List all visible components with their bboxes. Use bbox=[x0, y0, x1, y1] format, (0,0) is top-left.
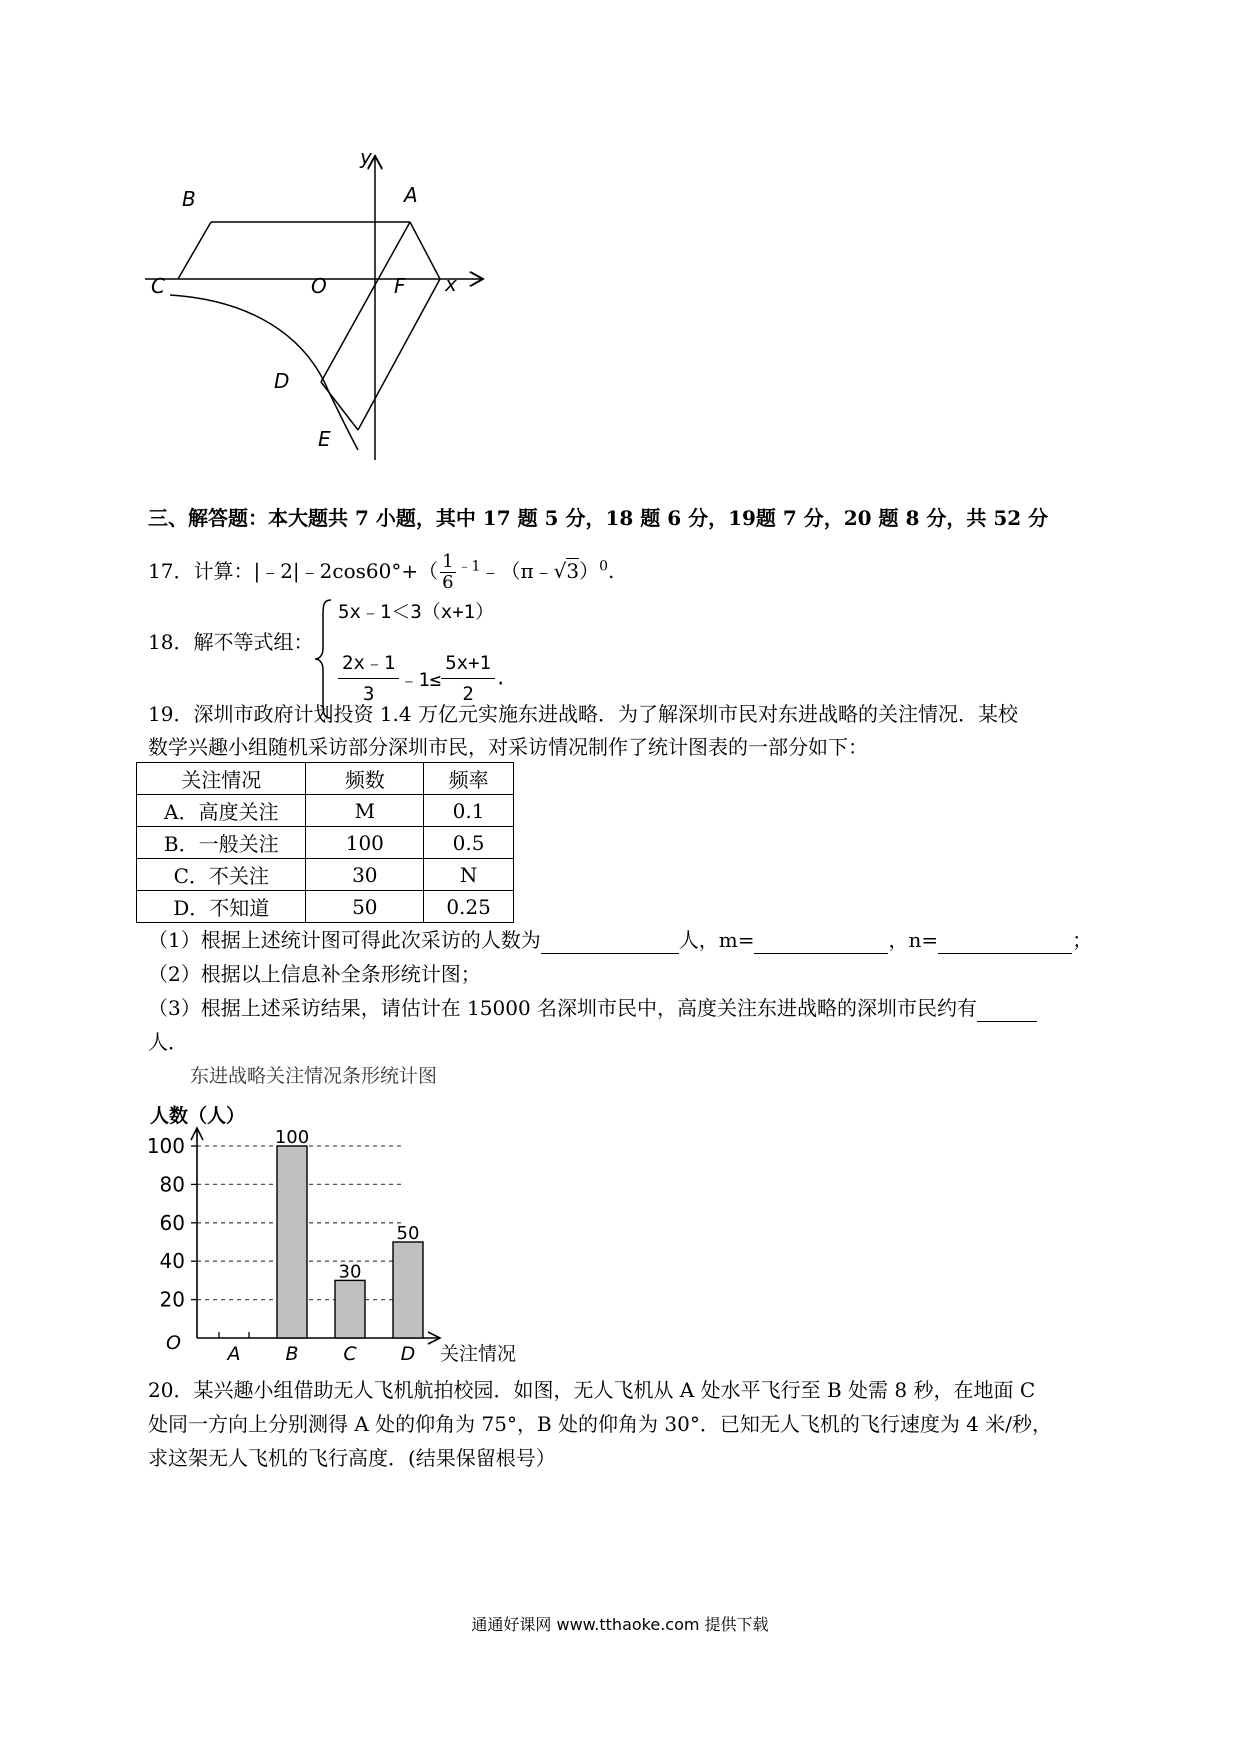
label-A: A bbox=[404, 183, 418, 207]
q17-expr2: ﹣（π﹣ bbox=[480, 559, 554, 583]
y-tick-label: 20 bbox=[159, 1287, 185, 1312]
q19-sub1 bbox=[148, 926, 1092, 954]
table-header: 关注情况 bbox=[137, 763, 306, 795]
answer-blank-m[interactable] bbox=[754, 931, 888, 954]
q20-line1: 20．某兴趣小组借助无人飞机航拍校园．如图，无人飞机从 A 处水平飞行至 B 处需 8 秒，在地面 C bbox=[148, 1378, 1036, 1402]
table-row bbox=[137, 827, 514, 859]
table-row bbox=[137, 891, 514, 923]
q17-exp2: 0 bbox=[599, 558, 609, 575]
q20-line3: 求这架无人飞机的飞行高度．(结果保留根号） bbox=[148, 1446, 556, 1470]
bar-chart bbox=[140, 1058, 560, 1368]
bar-C bbox=[335, 1280, 365, 1338]
q18-mid: ﹣1≤ bbox=[399, 669, 442, 691]
segment-FE bbox=[358, 279, 440, 430]
table-cell: C．不关注 bbox=[137, 859, 306, 891]
label-B: B bbox=[182, 187, 196, 211]
q19-sub2: （2）根据以上信息补全条形统计图； bbox=[148, 962, 481, 986]
table-cell: N bbox=[424, 859, 514, 891]
table-cell: 30 bbox=[306, 859, 424, 891]
chart-xlabel: 关注情况 bbox=[440, 1343, 517, 1365]
category-label-C: C bbox=[343, 1343, 357, 1365]
sqrt-symbol: √ bbox=[553, 559, 567, 583]
category-label-D: D bbox=[400, 1343, 416, 1365]
q17-exp1: ﹣1 bbox=[457, 558, 481, 575]
q18-end: . bbox=[494, 667, 507, 690]
label-D: D bbox=[274, 369, 290, 393]
q19-sub1-a: （1）根据上述统计图可得此次采访的人数为 bbox=[148, 928, 541, 952]
table-cell: M bbox=[306, 795, 424, 827]
bar-B bbox=[277, 1146, 307, 1338]
q18-label: 18．解不等式组： bbox=[148, 630, 314, 654]
chart-origin: O bbox=[166, 1332, 181, 1354]
q18-frac1-num: 2x﹣1 bbox=[338, 648, 399, 679]
table-cell: 50 bbox=[306, 891, 424, 923]
chart-ylabel: 人数（人） bbox=[150, 1105, 246, 1127]
table-cell: D．不知道 bbox=[137, 891, 306, 923]
q19-sub1-c: ，n= bbox=[888, 928, 939, 952]
statistics-table bbox=[136, 762, 514, 923]
q18-frac1-den: 3 bbox=[362, 683, 375, 705]
answer-blank-people[interactable] bbox=[541, 931, 679, 954]
q19-sub1-d: ； bbox=[1072, 928, 1093, 952]
section-heading: 三、解答题：本大题共 7 小题，其中 17 题 5 分，18 题 6 分，19题 7 分，20 题 8 分，共 52 分 bbox=[148, 506, 1049, 530]
table-cell: B．一般关注 bbox=[137, 827, 306, 859]
chart-title: 东进战略关注情况条形统计图 bbox=[190, 1065, 438, 1087]
label-x: x bbox=[445, 272, 457, 296]
table-header: 频率 bbox=[424, 763, 514, 795]
segment-AF bbox=[410, 222, 440, 279]
table-header-row bbox=[137, 763, 514, 795]
y-tick-label: 100 bbox=[146, 1134, 185, 1158]
footer-text: 通通好课网 www.tthaoke.com 提供下载 bbox=[471, 1615, 769, 1634]
coordinate-figure bbox=[140, 150, 520, 470]
table-cell: A．高度关注 bbox=[137, 795, 306, 827]
table-row bbox=[137, 795, 514, 827]
y-tick-label: 80 bbox=[159, 1172, 185, 1197]
q17-number: 17．计算： bbox=[148, 559, 254, 583]
q17-expr3: ） bbox=[579, 559, 600, 583]
table-cell: 100 bbox=[306, 827, 424, 859]
segment-DE bbox=[321, 382, 358, 430]
data-label-C: 30 bbox=[338, 1261, 362, 1283]
table-cell: 0.25 bbox=[424, 891, 514, 923]
category-label-B: B bbox=[285, 1343, 299, 1365]
segment-BC bbox=[178, 222, 211, 279]
table-cell: 0.5 bbox=[424, 827, 514, 859]
q20-line2: 处同一方向上分别测得 A 处的仰角为 75°，B 处的仰角为 30°．已知无人飞机的飞行速度为 4 米/秒， bbox=[148, 1412, 1053, 1436]
y-tick-label: 60 bbox=[159, 1210, 185, 1235]
answer-blank-estimate[interactable] bbox=[977, 999, 1037, 1022]
q19-line2: 数学兴趣小组随机采访部分深圳市民，对采访情况制作了统计图表的一部分如下： bbox=[148, 735, 868, 759]
table-cell: 0.1 bbox=[424, 795, 514, 827]
table-header: 频数 bbox=[306, 763, 424, 795]
q17-end: . bbox=[608, 559, 615, 583]
q18-line1: 5x﹣1＜3（x+1） bbox=[338, 601, 495, 623]
q19-line1: 19．深圳市政府计划投资 1.4 万亿元实施东进战略．为了解深圳市民对东进战略的关注情况．某校 bbox=[148, 702, 1018, 726]
q19-sub1-b: 人，m= bbox=[678, 928, 755, 952]
bar-D bbox=[393, 1242, 423, 1338]
q17-frac-den: 6 bbox=[442, 572, 454, 593]
q19-sub3-end: 人． bbox=[148, 1030, 188, 1054]
q18-frac2-num: 5x+1 bbox=[441, 648, 495, 679]
q17-frac-num: 1 bbox=[442, 551, 454, 572]
y-tick-label: 40 bbox=[159, 1249, 185, 1274]
q17-fraction bbox=[440, 552, 455, 593]
data-label-B: 100 bbox=[274, 1127, 310, 1148]
q18-frac2-den: 2 bbox=[462, 683, 474, 705]
label-O: O bbox=[311, 274, 327, 298]
q19-sub3 bbox=[148, 994, 1037, 1022]
label-E: E bbox=[318, 427, 331, 451]
q17-sqrt-arg: 3 bbox=[566, 559, 580, 583]
table-row bbox=[137, 859, 514, 891]
answer-blank-n[interactable] bbox=[938, 931, 1072, 954]
label-F: F bbox=[394, 274, 406, 298]
label-y: y bbox=[360, 150, 372, 169]
q19-sub3-text: （3）根据上述采访结果，请估计在 15000 名深圳市民中，高度关注东进战略的深圳市民约有 bbox=[148, 996, 978, 1020]
question-17 bbox=[148, 552, 614, 600]
data-label-D: 50 bbox=[396, 1223, 420, 1244]
label-C: C bbox=[151, 274, 165, 298]
q17-expr1: |﹣2|﹣2cos60°+（ bbox=[253, 559, 439, 583]
category-label-A: A bbox=[227, 1343, 241, 1365]
